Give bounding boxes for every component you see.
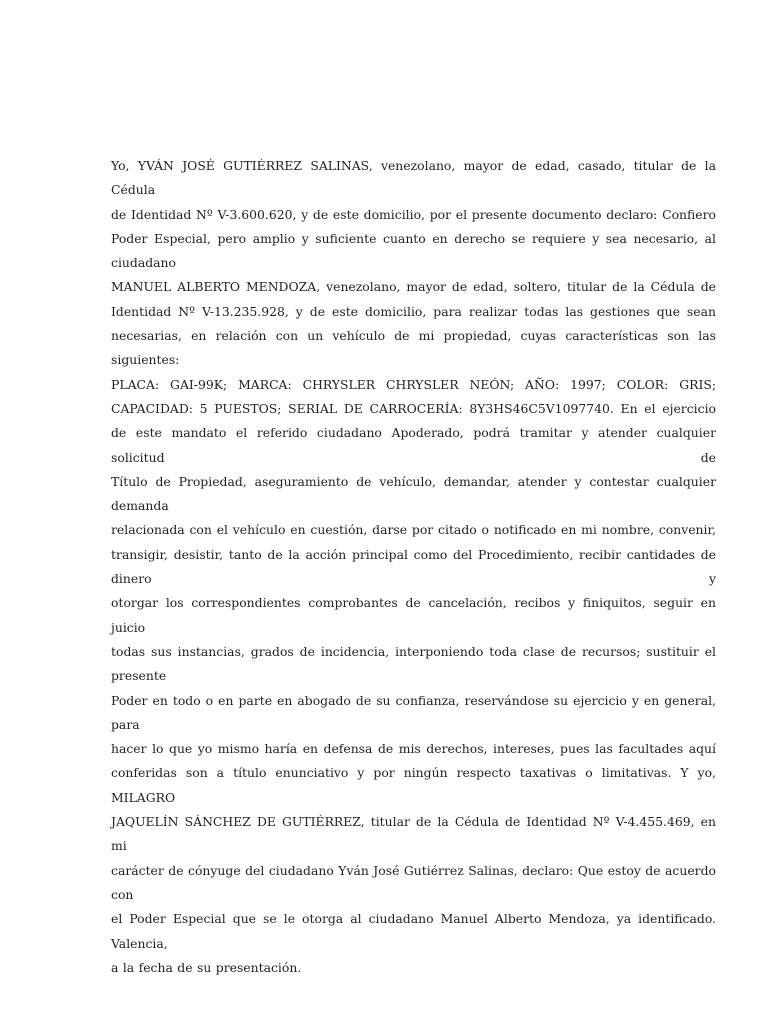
text-line: Título de Propiedad, aseguramiento de vehículo, demandar, atender y contestar cualquier demanda — [111, 473, 716, 514]
text-line: todas sus instancias, grados de incidencia, interponiendo toda clase de recursos; sustituir el presente — [111, 643, 716, 684]
text-line: carácter de cónyuge del ciudadano Yván José Gutiérrez Salinas, declaro: Que estoy de acuerdo con — [111, 862, 716, 902]
text-line: Poder en todo o en parte en abogado de su confianza, reservándose su ejercicio y en general, para — [111, 692, 716, 732]
text-line-last: a la fecha de su presentación. — [111, 959, 302, 975]
text-line: transigir, desistir, tanto de la acción principal como del Procedimiento, recibir cantidades de dinero y — [111, 546, 716, 587]
document-body — [111, 154, 716, 980]
text-line: PLACA: GAI-99K; MARCA: CHRYSLER CHRYSLER NEÓN; AÑO: 1997; COLOR: GRIS; — [111, 376, 716, 392]
text-line: de Identidad Nº V-3.600.620, y de este domicilio, por el presente documento declaro: Confiero — [111, 206, 716, 222]
text-line: Poder Especial, pero amplio y suficiente cuanto en derecho se requiere y sea necesario, al ciudadano — [111, 230, 716, 271]
text-line: Yo, YVÁN JOSÉ GUTIÉRREZ SALINAS, venezolano, mayor de edad, casado, titular de la Cédula — [111, 158, 716, 198]
text-line: necesarias, en relación con un vehículo de mi propiedad, cuyas características son las siguientes: — [111, 328, 716, 368]
text-line: CAPACIDAD: 5 PUESTOS; SERIAL DE CARROCERÍA: 8Y3HS46C5V1097740. En el ejercicio — [111, 400, 716, 416]
text-line: JAQUELÍN SÁNCHEZ DE GUTIÉRREZ, titular de la Cédula de Identidad Nº V-4.455.469, en mi — [111, 814, 716, 854]
text-line: MANUEL ALBERTO MENDOZA, venezolano, mayor de edad, soltero, titular de la Cédula de — [111, 279, 716, 295]
text-line: otorgar los correspondientes comprobantes de cancelación, recibos y finiquitos, seguir en juicio — [111, 595, 716, 635]
text-line: el Poder Especial que se le otorga al ciudadano Manuel Alberto Mendoza, ya identificado. Valencia, — [111, 911, 716, 951]
text-line: hacer lo que yo mismo haría en defensa de mis derechos, intereses, pues las facultades aquí — [111, 741, 716, 757]
text-line: de este mandato el referido ciudadano Apoderado, podrá tramitar y atender cualquier solicitud de — [111, 425, 716, 465]
text-line: conferidas son a título enunciativo y por ningún respecto taxativas o limitativas. Y yo, MILAGRO — [111, 765, 716, 805]
text-line: Identidad Nº V-13.235.928, y de este domicilio, para realizar todas las gestiones que sean — [111, 303, 716, 319]
text-line: relacionada con el vehículo en cuestión, darse por citado o notificado en mi nombre, convenir, — [111, 522, 716, 538]
